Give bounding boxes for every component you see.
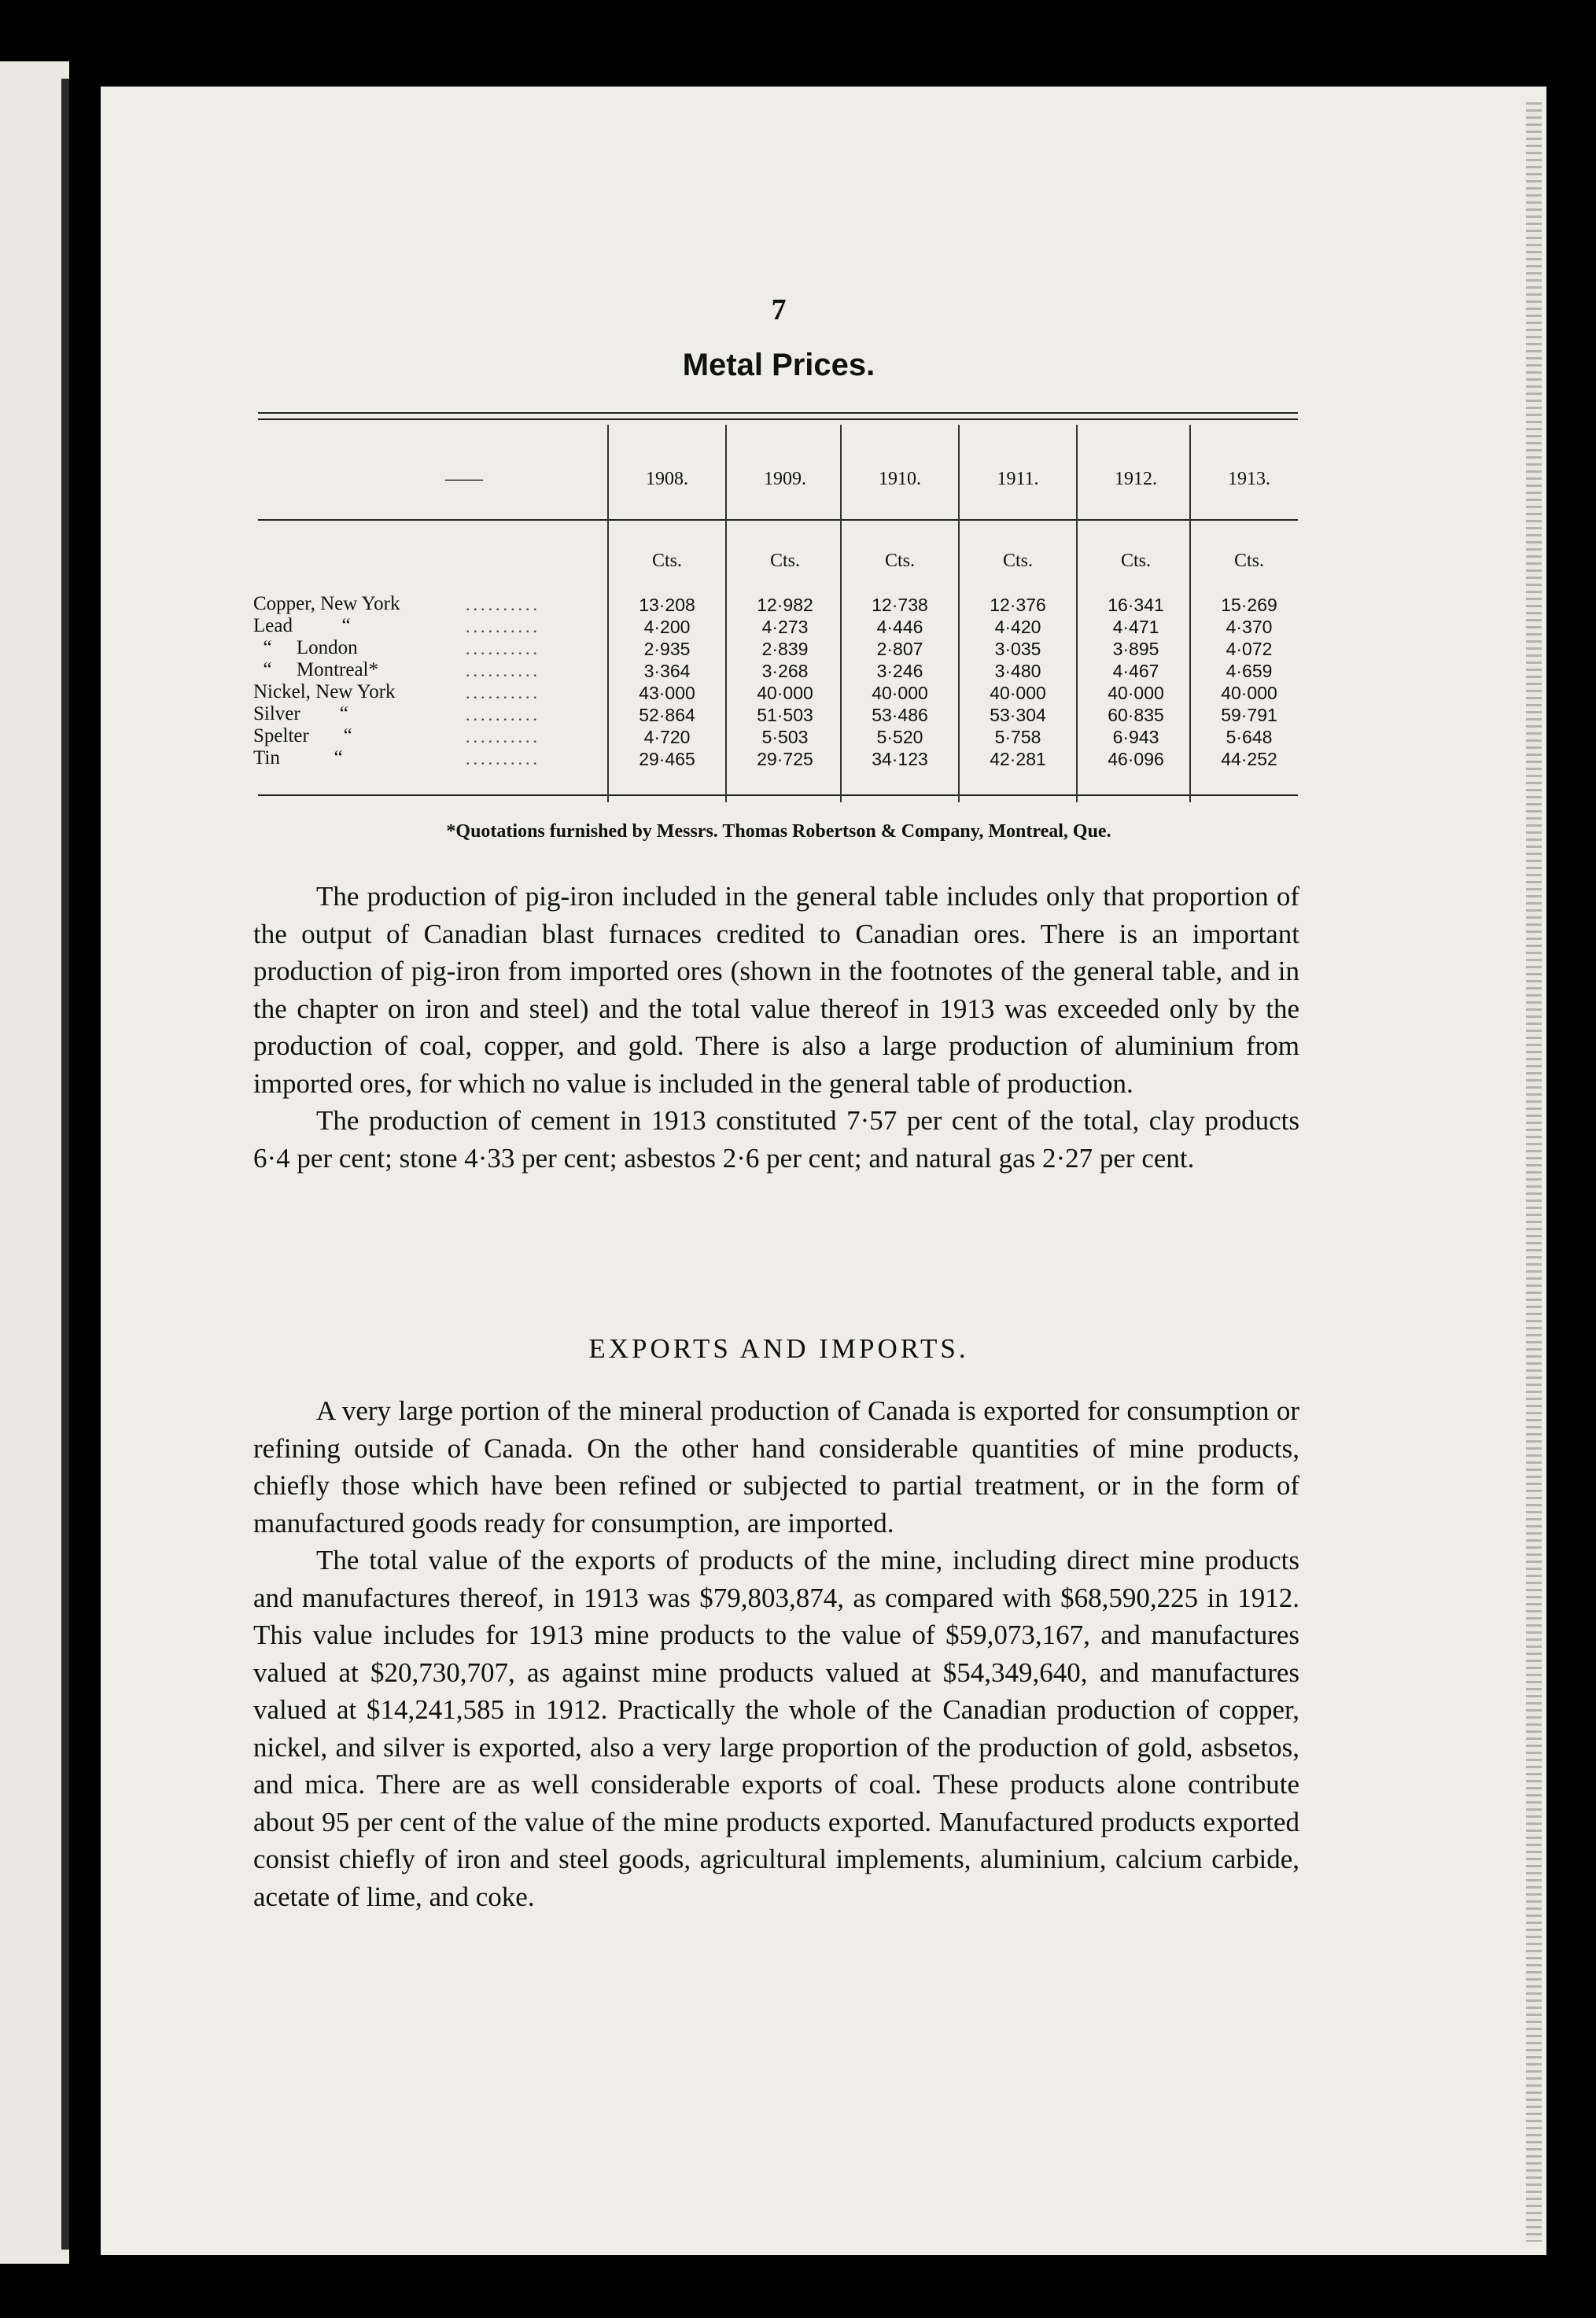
leader-dots: ..........	[466, 749, 540, 768]
table-cell: 4·420	[994, 617, 1041, 637]
paragraph: The production of pig-iron included in the general table includes only that proportion of the output of Canadian blast furnaces credited to Canadian ores. There is an important production of pig-iron from imported ores (shown in the footnotes of the general table, and in the chapter on iron and steel) and the total value thereof in 1913 was exceeded only by the production of coal, copper, and gold. There is also a large production of aluminium from imported ores, for which no value is included in the general table of production.	[253, 881, 1299, 1099]
paragraph: The total value of the exports of products of the mine, including direct mine products and manufactures thereof, in 1913 was $79,803,874, as compared with $68,590,225 in 1912. This value includes for 1913 mine products to the value of $59,073,167, and manufactures valued at $20,730,707, as against mine products valued at $54,349,640, and manufactures valued at $14,241,585 in 1912. Practically the whole of the Canadian production of copper, nickel, and silver is exported, also a very large proportion of the production of gold, asbsetos, and mica. There are as well considerable exports of coal. These products alone contribute about 95 per cent of the value of the mine products exported. Manufactured products exported consist chiefly of iron and steel goods, agricultural implements, aluminium, calcium carbide, acetate of lime, and coke.	[253, 1545, 1299, 1912]
leader-dots: ..........	[466, 639, 540, 658]
table-header-rule	[258, 519, 1298, 521]
page-title: Metal Prices.	[682, 348, 875, 382]
table-cell: 42·281	[990, 749, 1046, 769]
leader-dots: ..........	[466, 705, 540, 724]
page-stack-edge	[1526, 102, 1542, 2242]
row-label: “ Montreal*	[253, 659, 378, 680]
section-heading: EXPORTS AND IMPORTS.	[588, 1333, 969, 1364]
table-cell: 12·982	[757, 595, 813, 615]
page-number: 7	[771, 293, 787, 326]
table-cell: 15·269	[1221, 595, 1277, 615]
table-cell: 43·000	[639, 683, 695, 703]
table-cell: 3·895	[1112, 639, 1159, 659]
unit-label: Cts.	[1120, 551, 1151, 571]
table-header-blank: ——	[445, 469, 483, 489]
leader-dots: ..........	[466, 727, 540, 746]
table-cell: 34·123	[872, 749, 928, 769]
table-cell: 4·273	[761, 617, 809, 637]
table-top-rule-2	[258, 418, 1298, 420]
table-cell: 13·208	[639, 595, 695, 615]
paragraph: A very large portion of the mineral production of Canada is exported for consumption or refining outside of Canada. On the other hand considerable quantities of mine products, chiefly those which have been refined or subjected to partial treatment, or in the form of manufactured goods ready for consumption, are imported.	[253, 1395, 1299, 1539]
table-cell: 4·467	[1112, 661, 1159, 681]
unit-label: Cts.	[1233, 551, 1264, 571]
table-cell: 5·520	[876, 727, 923, 747]
table-cell: 53·486	[872, 705, 928, 725]
year-header: 1909.	[764, 469, 806, 489]
table-cell: 40·000	[757, 683, 813, 703]
table-cell: 5·648	[1226, 727, 1273, 747]
table-cell: 44·252	[1221, 749, 1277, 769]
table-cell: 3·364	[643, 661, 691, 681]
page-gutter	[61, 79, 69, 2250]
table-cell: 53·304	[990, 705, 1046, 725]
table-cell: 60·835	[1108, 705, 1164, 725]
year-header: 1911.	[997, 469, 1039, 489]
table-cell: 3·246	[876, 661, 923, 681]
table-cell: 6·943	[1112, 727, 1159, 747]
row-label: Silver “	[253, 703, 348, 724]
row-label: “ London	[253, 637, 358, 658]
table-cell: 52·864	[639, 705, 695, 725]
table-cell: 40·000	[990, 683, 1046, 703]
year-header: 1910.	[879, 469, 921, 489]
table-cell: 40·000	[1221, 683, 1277, 703]
body-text-bottom	[253, 1392, 1299, 1915]
unit-label: Cts.	[1002, 551, 1033, 571]
table-cell: 29·465	[639, 749, 695, 769]
row-label: Tin “	[253, 747, 343, 768]
row-label: Nickel, New York	[253, 681, 396, 702]
table-cell: 40·000	[872, 683, 928, 703]
unit-label: Cts.	[651, 551, 682, 571]
table-cell: 40·000	[1108, 683, 1164, 703]
table-cell: 3·035	[994, 639, 1041, 659]
table-cell: 4·370	[1226, 617, 1273, 637]
table-cell: 2·935	[643, 639, 691, 659]
table-footnote: *Quotations furnished by Messrs. Thomas Robertson & Company, Montreal, Que.	[446, 821, 1111, 842]
leader-dots: ..........	[466, 661, 540, 680]
leader-dots: ..........	[466, 683, 540, 702]
table-cell: 4·720	[643, 727, 691, 747]
table-cell: 46·096	[1108, 749, 1164, 769]
table-cell: 29·725	[757, 749, 813, 769]
table-cell: 4·446	[876, 617, 923, 637]
row-label: Spelter “	[253, 725, 352, 746]
table-cell: 51·503	[757, 705, 813, 725]
unit-label: Cts.	[769, 551, 800, 571]
body-text-top	[253, 878, 1299, 1177]
row-label: Lead “	[253, 615, 351, 636]
table-cell: 5·758	[994, 727, 1041, 747]
table-top-rule	[258, 412, 1298, 414]
table-cell: 12·376	[990, 595, 1046, 615]
table-cell: 3·268	[761, 661, 809, 681]
year-header: 1908.	[646, 469, 688, 489]
table-cell: 4·072	[1226, 639, 1273, 659]
table-cell: 4·659	[1226, 661, 1273, 681]
row-label: Copper, New York	[253, 593, 400, 614]
year-header: 1913.	[1228, 469, 1270, 489]
adjacent-page-edge	[0, 61, 69, 2264]
table-cell: 4·471	[1112, 617, 1159, 637]
unit-label: Cts.	[884, 551, 915, 571]
table-cell: 4·200	[643, 617, 691, 637]
table-cell: 16·341	[1108, 595, 1164, 615]
table-cell: 3·480	[994, 661, 1041, 681]
leader-dots: ..........	[466, 595, 540, 614]
paragraph: The production of cement in 1913 constituted 7·57 per cent of the total, clay products 6·4 per cent; stone 4·33 per cent; asbestos 2·6 per cent; and natural gas 2·27 per cent.	[253, 1105, 1299, 1174]
table-bottom-rule	[258, 794, 1298, 796]
table-cell: 2·807	[876, 639, 923, 659]
table-cell: 5·503	[761, 727, 809, 747]
table-cell: 59·791	[1221, 705, 1277, 725]
table-cell: 2·839	[761, 639, 809, 659]
year-header: 1912.	[1115, 469, 1157, 489]
table-cell: 12·738	[872, 595, 928, 615]
leader-dots: ..........	[466, 617, 540, 636]
